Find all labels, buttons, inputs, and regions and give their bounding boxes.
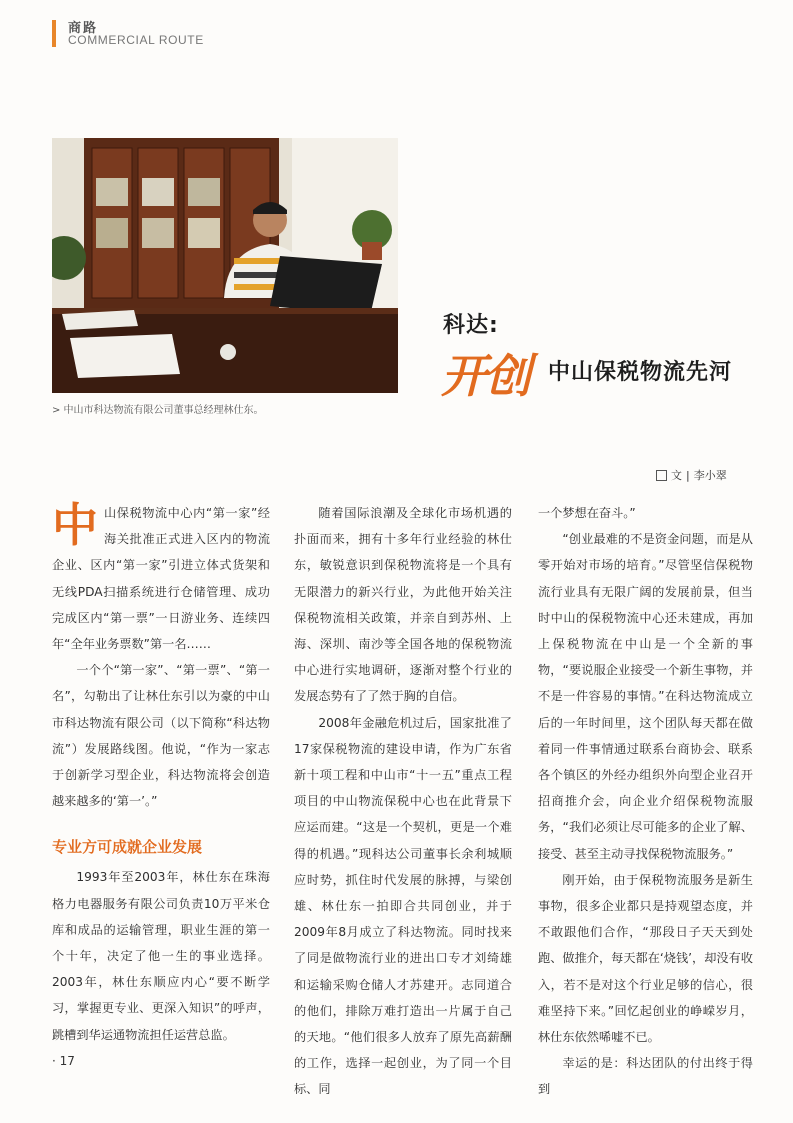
section-title-cn: 商路 (68, 21, 99, 36)
page-number: · 17 (52, 1054, 75, 1068)
paragraph: 2008年金融危机过后，国家批准了17家保税物流的建设申请，作为广东省新十项工程和中山市“十一五”重点工程项目的中山物流保税中心也在此背景下应运而建。“这是一个契机，更是一个难得的机遇。”现科达公司董事长余利城顺应时势，抓住时代发展的脉搏，与梁创雄、林仕东一拍即合共同创业，并于2009年8月成立了科达物流。同时找来了同是做物流行业的进出口专才刘绮雄和运输采购仓储人才苏建开。志同道合的他们，排除万难打造出一片属于自己的天地。“他们很多人放弃了原先高薪酬的工作，选择一起创业，为了同一个目标、同 (294, 715, 512, 1097)
paragraph-text: 山保税物流中心内“第一家”经海关批准正式进入区内的物流企业、区内“第一家”引进立体式货架和无线PDA扫描系统进行仓储管理、成功完成区内“第一票”一日游业务、连续四年“全年业务票数”第一名…… (52, 506, 270, 652)
byline-box-icon (656, 470, 667, 481)
paragraph: “创业最难的不是资金问题，而是从零开始对市场的培育。”尽管坚信保税物流行业具有无限广阔的发展前景，但当时中山的保税物流中心还未建成，再加上保税物流在中山是一个全新的事物，“要说服企业接受一个新生事物，并不是一件容易的事情。”在科达物流成立后的一年时间里，这个团队每天都在做着同一件事情通过联系台商协会、联系各个镇区的外经办组织外向型企业召开招商推介会，向企业介绍保税物流服务，“我们必须让尽可能多的企业了解、接受、甚至主动寻找保税物流服务。” (538, 532, 753, 861)
section-title-en: COMMERCIAL ROUTE (68, 33, 204, 47)
article-subtitle: 中山保税物流先河 (548, 360, 733, 385)
photo-caption: > 中山市科达物流有限公司董事总经理林仕东。 (52, 405, 264, 416)
paragraph (52, 500, 270, 657)
office-photo (52, 138, 398, 393)
article-headline: 开创 (441, 349, 529, 403)
paragraph: 随着国际浪潮及全球化市场机遇的扑面而来，拥有十多年行业经验的林仕东，敏锐意识到保税物流将是一个具有无限潜力的新兴行业，为此他开始关注保税物流相关政策，并亲自到苏州、上海、深圳、南沙等全国各地的保税物流中心进行实地调研，逐渐对整个行业的发展态势有了了然于胸的自信。 (294, 506, 512, 704)
article-title-company: 科达: (443, 313, 499, 338)
article-column-3 (538, 500, 753, 1103)
byline-prefix: 文 (671, 469, 682, 482)
section-accent-bar (52, 20, 56, 47)
section-heading: 专业方可成就企业发展 (52, 838, 203, 857)
article-column-2 (294, 500, 512, 1103)
byline (656, 467, 727, 483)
byline-separator: | (686, 468, 690, 482)
paragraph: 一个个“第一家”、“第一票”、“第一名”，勾勒出了让林仕东引以为豪的中山市科达物流有限公司（以下简称“科达物流”）发展路线图。他说，“作为一家志于创新学习型企业，科达物流将会创造越来越多的‘第一’。” (52, 663, 270, 809)
drop-cap: 中 (52, 498, 98, 552)
paragraph: 1993年至2003年，林仕东在珠海格力电器服务有限公司负责10万平米仓库和成品的运输管理，职业生涯的第一个十年，决定了他一生的事业选择。2003年，林仕东顺应内心“要不断学习，掌握更专业、更深入知识”的呼声，跳槽到华运通物流担任运营总监。 (52, 870, 270, 1042)
byline-author: 李小翠 (693, 469, 727, 482)
article-column-1 (52, 500, 270, 1048)
paragraph: 一个梦想在奋斗。” (538, 506, 636, 520)
paragraph: 刚开始，由于保税物流服务是新生事物，很多企业都只是持观望态度，并不敢跟他们合作，“那段日子天天到处跑、做推介，每天都在‘烧钱’，却没有收入，若不是对这个行业足够的信心，很难坚持下来。”回忆起创业的峥嵘岁月，林仕东依然唏嘘不已。 (538, 872, 753, 1045)
paragraph: 幸运的是：科达团队的付出终于得到 (538, 1056, 753, 1097)
